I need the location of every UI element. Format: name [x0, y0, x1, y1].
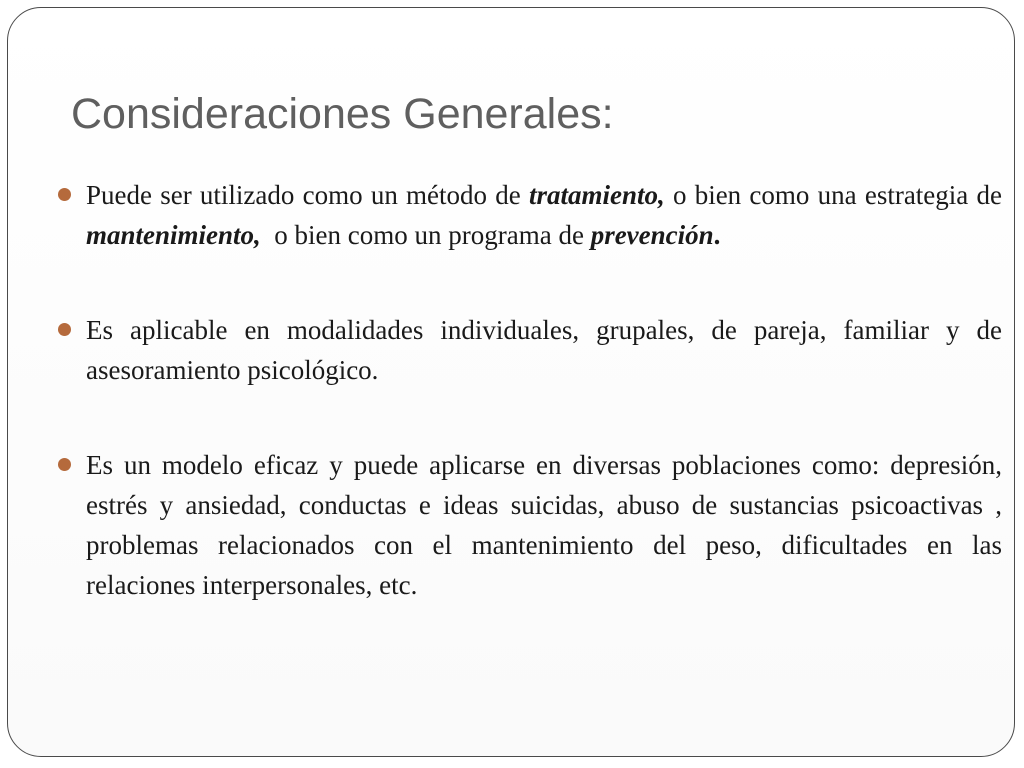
bullet-dot-icon	[58, 323, 71, 336]
bullet-text-segment: .	[713, 220, 721, 250]
slide-frame	[7, 7, 1015, 757]
bullet-text-segment: Es aplicable en modalidades individuales, grupales, de pareja, familiar y de asesoramiento psicológico.	[86, 315, 1009, 385]
bullet-text-segment: prevención	[590, 220, 714, 250]
bullet-text-segment: o bien como un programa de	[260, 220, 591, 250]
bullet-item	[86, 445, 1009, 605]
bullet-text-segment: o bien como una estrategia de	[664, 180, 1009, 210]
bullet-dot-icon	[58, 188, 71, 201]
slide-title: Consideraciones Generales:	[71, 90, 614, 138]
bullet-item	[86, 175, 1009, 255]
bullet-dot-icon	[58, 458, 71, 471]
bullet-text-segment: tratamiento,	[528, 180, 665, 210]
bullet-text-segment: Es un modelo eficaz y puede aplicarse en diversas poblaciones como: depresión, estrés y ansiedad, conductas e ideas suicidas, abuso de sustancias psicoactivas , problemas relacionados con el mantenimiento del peso, dificultades en las relaciones interpersonales, etc.	[86, 450, 1009, 600]
bullet-text-segment: mantenimiento,	[86, 220, 261, 250]
bullet-item	[86, 310, 1009, 390]
bullet-text-segment: Puede ser utilizado como un método de	[86, 180, 529, 210]
bullet-list	[86, 175, 1009, 605]
